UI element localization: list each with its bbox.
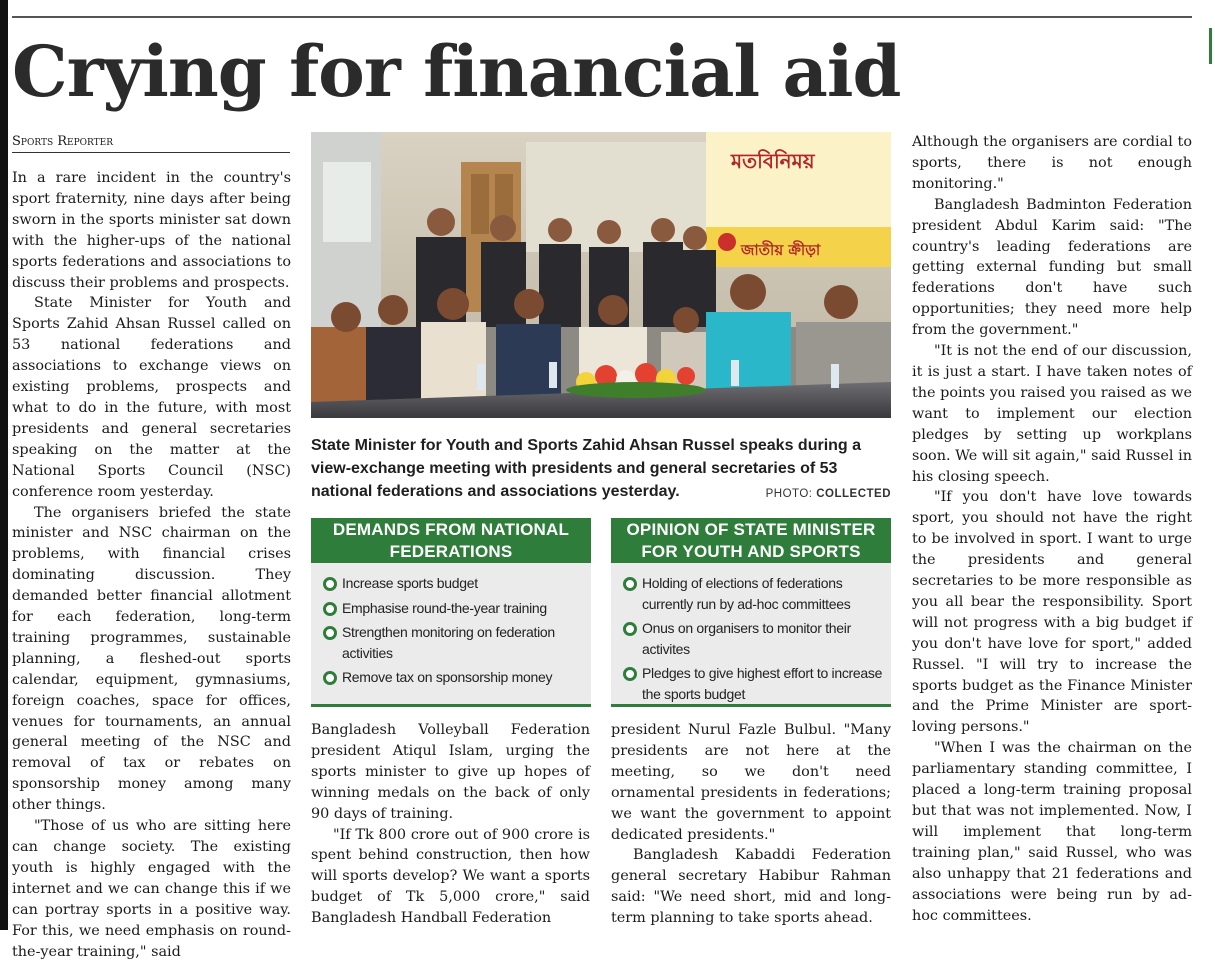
article-column-2 (311, 720, 590, 930)
opinion-box (611, 518, 891, 707)
bullet-icon (323, 626, 337, 640)
list-item (623, 663, 883, 704)
bullet-icon (623, 622, 637, 636)
list-item-text: Increase sports budget (342, 575, 478, 591)
paragraph: "If you don't have love towards sport, you should not have the right to be involved in sport. I want to urge the presidents and general secretaries to be more responsible as you all bear the responsibility. Sport will not progress with a big budget if you don't have love for sport," added Russel. "I will try to increase the sports budget as the Finance Minister and the Prime Minister are sport-loving persons." (912, 489, 1192, 736)
paragraph: Bangladesh Badminton Federation president Abdul Karim said: "The country's leading federations are getting external funding but small federations don't have such opportunities; they need more help from the government." (912, 196, 1192, 339)
list-item-text: Pledges to give highest effort to increase the sports budget (642, 665, 883, 702)
list-item-text: Holding of elections of federations currently run by ad-hoc committees (642, 575, 851, 612)
demands-box (311, 518, 591, 707)
list-item-text: Emphasise round-the-year training (342, 599, 547, 616)
paragraph: "It is not the end of our discussion, it is just a start. I have taken notes of the points you raised you raised as we want to implement our election pledges by setting up workplans soon. We will sit again," said Russel in his closing speech. (912, 343, 1192, 485)
paragraph: Bangladesh Kabaddi Federation general secretary Habibur Rahman said: "We need short, mid and long-term planning to take sports ahead. (611, 847, 891, 927)
list-item-text: Onus on organisers to monitor their activites (642, 620, 851, 657)
opinion-box-title-text: OPINION OF STATE MINISTER FOR YOUTH AND SPORTS (626, 520, 876, 561)
paragraph: "Those of us who are sitting here can change society. The existing youth is highly engaged with the internet and we can change this if we can portray sports in a positive way. For this, we need emphasis on round-the-year training," said (12, 818, 291, 960)
list-item (323, 598, 583, 619)
photo-credit (760, 488, 891, 500)
list-item (623, 573, 883, 614)
bullet-icon (623, 667, 637, 681)
news-photo (311, 132, 891, 418)
article-column-3 (611, 720, 891, 930)
opinion-list (611, 563, 891, 704)
paragraph: In a rare incident in the country's sport fraternity, nine days after being sworn in the sports minister sat down with the higher-ups of the national sports federations and associations to discuss their problems and prospects. (12, 170, 291, 291)
bullet-icon (323, 602, 337, 616)
list-item (323, 622, 583, 663)
paragraph: Bangladesh Volleyball Federation president Atiqul Islam, urging the sports minister to give up hopes of winning medals on the back of only 90 days of training. (311, 722, 590, 822)
banner-title: মতবিনিময় (731, 149, 815, 173)
demands-list (311, 563, 591, 688)
list-item-text: Remove tax on sponsorship money (342, 669, 553, 685)
demands-box-title-text: DEMANDS FROM NATIONAL FEDERATIONS (332, 520, 570, 561)
paragraph: "If Tk 800 crore out of 900 crore is spent behind construction, then how will sports develop? We want a sports budget of Tk 5,000 crore," said Bangladesh Handball Federation (311, 826, 590, 927)
list-item (623, 618, 883, 659)
article-column-4 (912, 132, 1192, 930)
banner-subtitle: জাতীয় ক্রীড়া (741, 241, 821, 259)
page-edge-marker (1209, 28, 1212, 64)
demands-box-title (311, 518, 591, 563)
meeting-photo-illustration (311, 132, 891, 418)
paragraph: "When I was the chairman on the parliamentary standing committee, I placed a long-term training proposal but that was not implemented. Now, I will implement that long-term training plan," said Russel, who was also unhappy that 21 federations and associations were being run by ad-hoc committees. (912, 740, 1192, 924)
list-item (323, 573, 583, 594)
list-item (323, 667, 583, 688)
photo-credit-label: PHOTO: (765, 488, 813, 500)
opinion-box-title (611, 518, 891, 563)
list-item-text: Strengthen monitoring on federation activities (342, 624, 555, 661)
photo-caption: State Minister for Youth and Sports Zahid Ahsan Russel speaks during a view-exchange meeting with presidents and general secretaries of 53 national federations and associations yesterday. (311, 437, 862, 500)
paragraph: The organisers briefed the state minister and NSC chairman on the problems, with financial crises dominating discussion. They demanded better financial allotment for each federation, long-term training programmes, sustainable planning, a fleshed-out sports calendar, equipment, gymnasiums, foreign coaches, space for offices, venues for tournaments, an annual general meeting of the NSC and removal of tax or rebates on sponsorship money among many other things. (12, 504, 291, 814)
page-edge-left (0, 0, 8, 930)
article-column-1 (12, 168, 291, 960)
top-rule (12, 16, 1192, 18)
paragraph: Although the organisers are cordial to sports, there is not enough monitoring." (912, 134, 1192, 192)
paragraph: State Minister for Youth and Sports Zahid Ahsan Russel called on 53 national federations and associations to exchange views on existing problems, prospects and what to do in the future, with most presidents and general secretaries speaking on the matter at the National Sports Council (NSC) conference room yesterday. (12, 295, 291, 500)
paragraph: president Nurul Fazle Bulbul. "Many presidents are not here at the meeting, so we don't need ornamental presidents in federations; we want the government to appoint dedicated presidents." (611, 722, 891, 843)
bullet-icon (323, 577, 337, 591)
headline: Crying for financial aid (12, 30, 901, 113)
photo-credit-value: COLLECTED (816, 488, 891, 500)
bullet-icon (323, 671, 337, 685)
byline: Sports Reporter (12, 134, 290, 153)
bullet-icon (623, 577, 637, 591)
